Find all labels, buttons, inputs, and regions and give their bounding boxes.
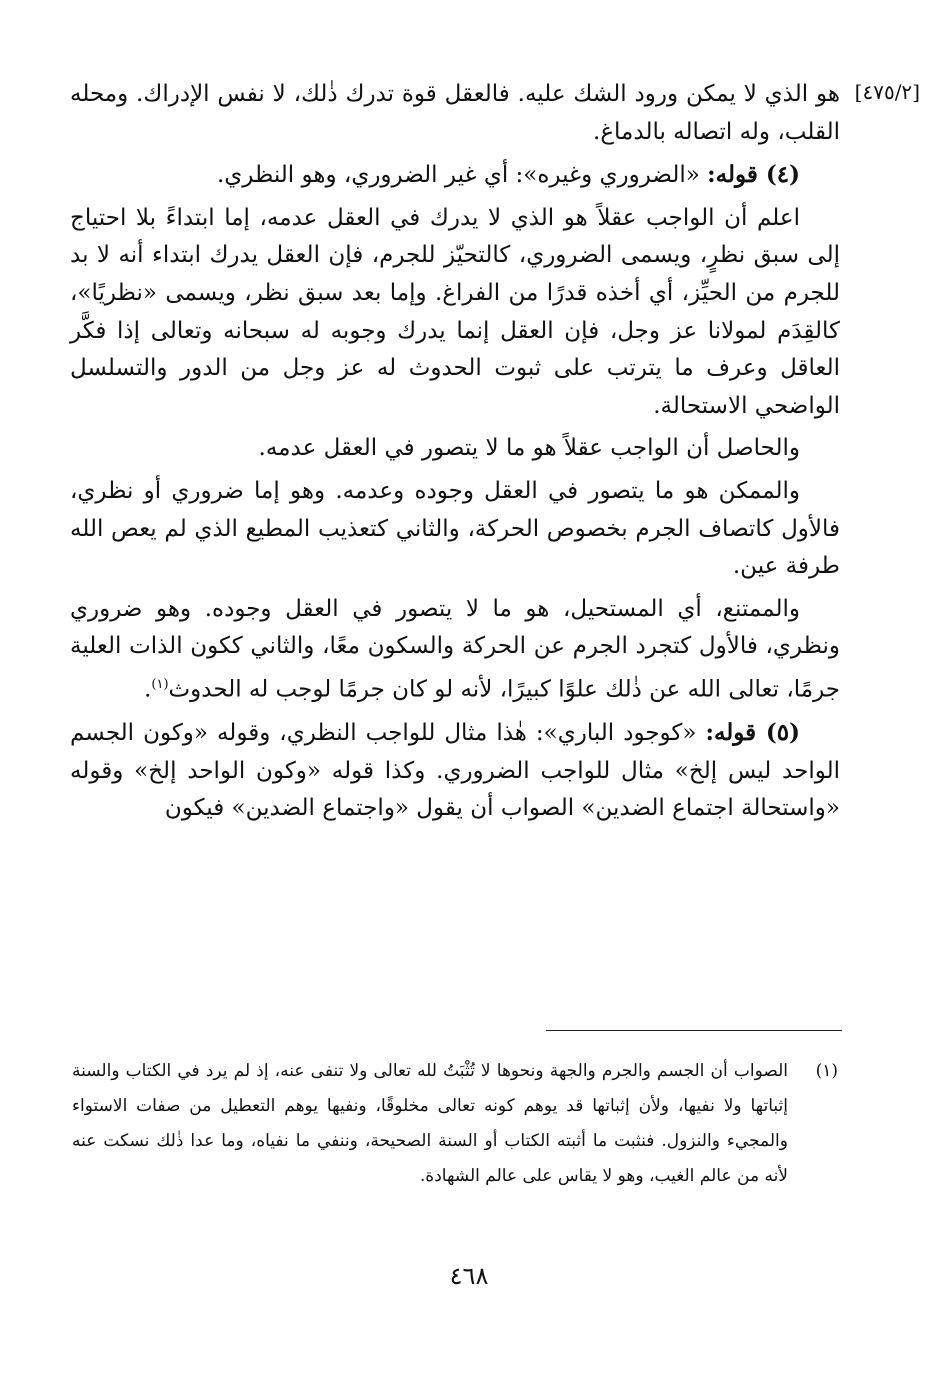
paragraph-text: اعلم أن الواجب عقلاً هو الذي لا يدرك في العقل عدمه، إما ابتداءً بلا احتياج إلى سبق نظرٍ، ويسمى الضروري، كالتحيّز للجرم، فإن العقل يدرك ابتداء أنه لا بد للجرم من الحيِّز، أي أخذه قدرًا من الفراغ. وإما بعد سبق نظر، ويسمى «نظريًا»، كالقِدَم لمولانا عز وجل، فإن العقل إنما يدرك وجوبه له سبحانه وتعالى إذا فكَّر العاقل وعرف ما يترتب على ثبوت الحدوث له عز وجل من الدور والتسلسل الواضحي الاستحالة. <box>70 204 840 419</box>
footnote <box>72 1054 838 1194</box>
paragraph <box>70 76 840 151</box>
commentary-heading: (٤) قوله: <box>707 161 800 189</box>
margin-volume-page-marker: [٤٧٥/٢] <box>854 80 920 104</box>
main-text <box>70 76 840 833</box>
footnote-text: الصواب أن الجسم والجرم والجهة ونحوها لا تُثْبَتُ لله تعالى ولا تنفى عنه، إذ لم يرد في الكتاب والسنة إثباتها ولا نفيها، ولأن إثباتها قد يوهم كونه تعالى مخلوقًا، ونفيها يوهم التعطيل من صفات الاستواء والمجيء والنزول. فنثبت ما أثبته الكتاب أو السنة الصحيحة، وننفي ما نفياه، وما عدا ذٰلك نسكت عنه لأنه من عالم الغيب، وهو لا يقاس على عالم الشهادة. <box>72 1061 788 1186</box>
footnote-reference: (١) <box>151 676 169 692</box>
paragraph-text: «الضروري وغيره»: أي غير الضروري، وهو النظري. <box>216 162 708 189</box>
page-number: ٤٦٨ <box>449 1262 489 1290</box>
commentary-heading: (٥) قوله: <box>705 719 800 747</box>
paragraph-text: والحاصل أن الواجب عقلاً هو ما لا يتصور في العقل عدمه. <box>258 435 800 462</box>
paragraph <box>70 714 840 828</box>
paragraph-text: والممكن هو ما يتصور في العقل وجوده وعدمه. وهو إما ضروري أو نظري، فالأول كاتصاف الجرم بخصوص الحركة، والثاني كتعذيب المطيع الذي لم يعص الله طرفة عين. <box>70 477 841 580</box>
paragraph-end: . <box>144 676 152 703</box>
paragraph <box>70 591 840 709</box>
paragraph-text: والممتنع، أي المستحيل، هو ما لا يتصور في العقل وجوده. وهو ضروري ونظري، فالأول كتجرد الجرم عن الحركة والسكون معًا، والثاني ككون الذات العلية جرمًا، تعالى الله عن ذٰلك علوًا كبيرًا، لأنه لو كان جرمًا لوجب له الحدوث <box>70 595 841 703</box>
footnote-separator <box>546 1030 842 1031</box>
footnote-number: (١) <box>815 1061 838 1081</box>
paragraph <box>70 473 840 586</box>
paragraph <box>70 156 840 195</box>
paragraph-text: «كوجود الباري»: هٰذا مثال للواجب النظري، وقوله «وكون الجسم الواحد ليس إلخ» مثال للواجب الضروري. وكذا قوله «وكون الواحد إلخ» وقوله «واستحالة اجتماع الضدين» الصواب أن يقول «واجتماع الضدين» فيكون <box>70 720 840 822</box>
paragraph-text: هو الذي لا يمكن ورود الشك عليه. فالعقل قوة تدرك ذٰلك، لا نفس الإدراك. ومحله القلب، وله اتصاله بالدماغ. <box>70 81 840 145</box>
paragraph <box>70 200 840 426</box>
paragraph <box>70 430 840 468</box>
